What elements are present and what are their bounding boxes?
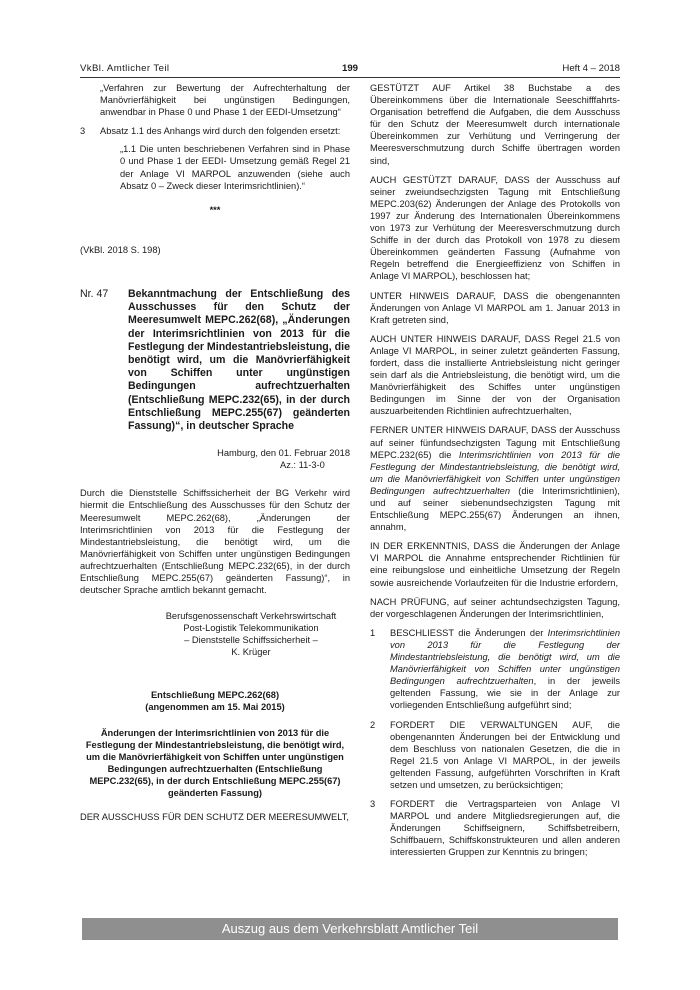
text-run: , in der jeweils geltenden Fassung, wie sie in der Anlage zur vorliegenden Entschließung aufgeführt sind; [390, 676, 620, 711]
announcement-title: Bekanntmachung der Entschließung des Ausschusses für den Schutz der Meeresumwelt MEPC.262(68), „Änderungen der Interimsrichtlinien von 2013 für die Festlegung der Mindestantriebsleistung, die benötigt wird, um die Manövrierfähigkeit von Schiffen unter ungünstigen Bedingungen aufrechtzuerhalten (Entschließung MEPC.232(65), in der durch Entschließung MEPC.255(67) geänderten Fassung)“, in deutscher Sprache [128, 287, 350, 432]
announcement-heading [80, 288, 350, 471]
resolution-adopted: (angenommen am 15. Mai 2015) [145, 701, 285, 712]
resolution-number: Entschließung MEPC.262(68) [150, 689, 280, 700]
preamble-paragraph: NACH PRÜFUNG, auf seiner achtundsechzigsten Tagung, der vorgeschlagenen Änderungen der Interimsrichtlinien, [370, 596, 620, 619]
intro-paragraph: Durch die Dienststelle Schiffssicherheit der BG Verkehr wird hiermit die Entschließung des Ausschusses für den Schutz der Meeresumwelt MEPC.262(68), „Änderungen der Interimsrichtlinien von 2013 für die Festlegung der Mindestantriebsleistung, die benötigt wird, um die Manövrierfähigkeit von Schiffen unter ungünstigen Bedingungen aufrechtzuerhalten (Entschließung MEPC.232(65), in der durch Entschließung MEPC.255(67) geänderten Fassung)“, in deutscher Sprache amtlich bekannt gemacht. [80, 488, 350, 596]
preamble-paragraph: UNTER HINWEIS DARAUF, DASS die obengenannten Änderungen von Anlage VI MARPOL am 1. Januar 2013 in Kraft getreten sind, [370, 290, 620, 325]
announcement-number: Nr. 47 [80, 287, 109, 300]
item-number: 3 [370, 799, 376, 810]
preamble-paragraph: AUCH GESTÜTZT DARAUF, DASS der Ausschuss auf seiner zweiundsechzigsten Tagung mit Entschließung MEPC.203(62) Änderungen der Anlage des Protokolls von 1997 zur Änderung des Internationalen Übereinkommens von 1973 zur Verhütung der Meeresverschmutzung durch Schiffe in der durch das Protokoll von 1978 zu diesem Übereinkommen geänderten Fassung (Aufnahme von Regeln betreffend die Energieeffizienz von Schiffen in Anlage VI MARPOL), beschlossen hat; [370, 174, 620, 282]
item-text: FORDERT die Vertragsparteien von Anlage VI MARPOL und andere Mitgliedsregierungen auf, die Änderungen Schiffseignern, Schiffsbetreibern, Schiffbauern, Schiffskonstrukteuren und allen anderen interessierten Gruppen zur Kenntnis zu bringen; [390, 799, 620, 858]
italic-text-run: Interimsrichtlinien von 2013 für die Festlegung der Mindestantriebsleistung, die benötigt wird, um die Manövrierfähigkeit von Schiffen unter ungünstigen Bedingungen aufrechtzuerhalten [370, 449, 620, 496]
page-header [80, 62, 620, 76]
right-column [370, 82, 620, 866]
signature-name: K. Krüger [231, 647, 271, 658]
header-page-number: 199 [341, 63, 358, 74]
file-reference: Az.: 11-3-0 [280, 460, 325, 471]
signature-line: Post-Logistik Telekommunikation [183, 623, 319, 634]
item-number: 3 [80, 126, 86, 137]
preamble-paragraph: IN DER ERKENNTNIS, DASS die Änderungen der Anlage VI MARPOL die Annahme entsprechender Richtlinien für eine reibungslose und einheitliche Umsetzung der Regeln sowie ausreichende Vorlaufzeiten für die Industrie erfordern, [370, 541, 620, 588]
quote-paragraph-1-1: „1.1 Die unten beschriebenen Verfahren sind in Phase 0 und Phase 1 der EEDI- Umsetzung gemäß Regel 21 der Anlage VI MARPOL anzuwenden (siehe auch Absatz 0 – Zweck dieser Interimsrichtlinien).“ [120, 144, 350, 191]
header-rule [80, 77, 620, 78]
italic-text-run: Interimsrichtlinien von 2013 für die Festlegung der Mindestantriebsleistung, die benötigt wird, um die Manövrierfähigkeit von Schiffen unter ungünstigen Bedingungen aufrechtzuerhalten [390, 627, 620, 687]
operative-item-3 [370, 798, 620, 858]
item-text: Absatz 1.1 des Anhangs wird durch den folgenden ersetzt: [100, 126, 341, 137]
item-text [390, 627, 620, 712]
text-run: FERNER UNTER HINWEIS DARAUF, DASS der Ausschuss auf seiner fünfundsechzigsten Tagung mit Entschließung MEPC.232(65) die [370, 425, 620, 460]
signature-line: Berufsgenossenschaft Verkehrswirtschaft [165, 611, 337, 622]
separator-stars: *** [209, 204, 221, 215]
quote-title: „Verfahren zur Bewertung der Aufrechterhaltung der Manövrierfähigkeit bei ungünstigen Bedingungen, anwendbar in Phase 0 und Phase 1 der EEDI-Umsetzung“ [100, 83, 350, 118]
resolution-title: Änderungen der Interimsrichtlinien von 2013 für die Festlegung der Mindestantriebsleistung, die benötigt wird, um die Manövrierfähigkeit von Schiffen unter ungünstigen Bedingungen aufrechtzuerhalten (Entschließung MEPC.232(65), in der durch Entschließung MEPC.255(67) geänderten Fassung) [85, 727, 345, 799]
header-issue: Heft 4 – 2018 [562, 63, 620, 74]
item-number: 1 [370, 627, 376, 638]
reference-line: (VkBl. 2018 S. 198) [80, 244, 161, 255]
preamble-paragraph: AUCH UNTER HINWEIS DARAUF, DASS Regel 21.5 von Anlage VI MARPOL, in seiner zuletzt geänderten Fassung, fordert, dass die installierte Antriebsleistung nicht geringer sein darf als die Antriebsleistung, die benötigt wird, um die Manövrierfähigkeit des Schiffes unter ungünstigen Bedingungen im Sinne der von der Organisation auszuarbeitenden Richtlinien aufrechtzuerhalten, [370, 333, 620, 417]
text-run: BESCHLIESST die Änderungen der [390, 627, 548, 638]
amendment-item-3 [80, 125, 350, 137]
resolution-heading [80, 689, 350, 713]
signature-block [152, 610, 350, 658]
footer-banner: Auszug aus dem Verkehrsblatt Amtlicher Teil [82, 918, 618, 940]
item-number: 2 [370, 719, 376, 730]
text-run: (die Interimsrichtlinien), und auf seiner siebenundsechzigsten Tagung mit Entschließung MEPC.255(67) Änderungen an ihnen, annahm, [370, 485, 620, 533]
operative-item-2 [370, 719, 620, 792]
signature-line: – Dienststelle Schiffssicherheit – [184, 635, 318, 646]
left-column [80, 82, 350, 823]
header-publication: VkBl. Amtlicher Teil [80, 63, 170, 74]
announcement-date: Hamburg, den 01. Februar 2018 [217, 448, 350, 459]
item-text: FORDERT DIE VERWALTUNGEN AUF, die obengenannten Änderungen bei der Entwicklung und dem Beschluss von nationalen Gesetzen, die die in Regel 21.5 von Anlage VI MARPOL, in der jeweils geltenden Fassung, aufgeführten Vorschriften in Kraft setzen und umsetzen, zu berücksichtigen; [390, 719, 620, 790]
preamble-paragraph: GESTÜTZT AUF Artikel 38 Buchstabe a des Übereinkommens über die Internationale Seeschifffahrts-Organisation betreffend die Aufgaben, die dem Ausschuss für den Schutz der Meeresumwelt durch internationale Übereinkommen zur Verhütung und Verringerung der Meeresverschmutzung durch Schiffe übertragen worden sind, [370, 83, 620, 166]
preamble-paragraph [370, 424, 620, 533]
resolution-body-start: DER AUSSCHUSS FÜR DEN SCHUTZ DER MEERESUMWELT, [80, 812, 349, 823]
operative-item-1 [370, 627, 620, 712]
